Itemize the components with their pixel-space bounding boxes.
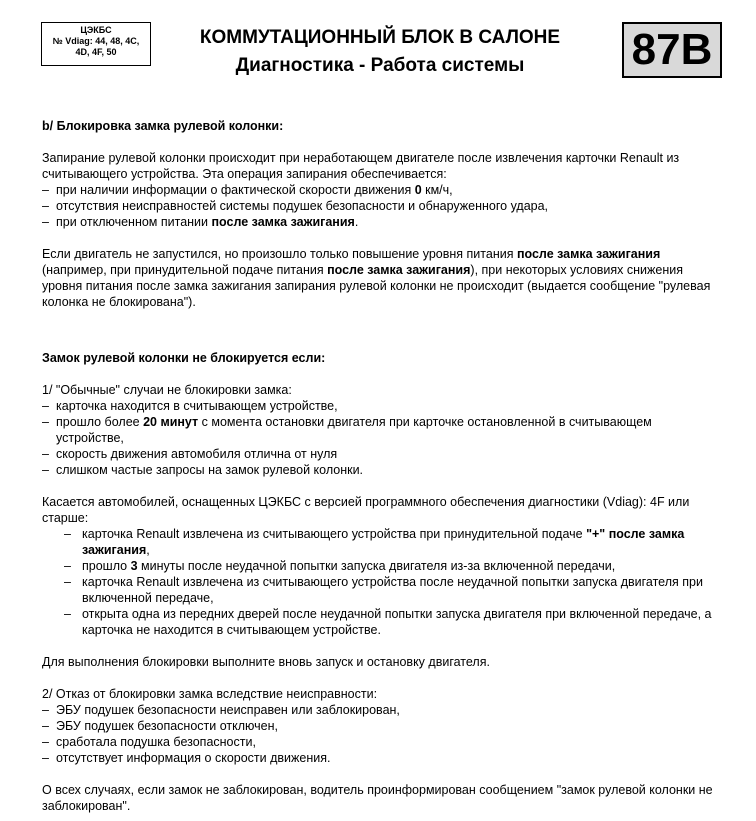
list-item: – карточка Renault извлечена из считывающего устройства при принудительной подаче "+" после замка зажигания, bbox=[42, 526, 722, 558]
list-item: – ЭБУ подушек безопасности отключен, bbox=[42, 718, 722, 734]
vehicle-applicability-box bbox=[41, 22, 151, 66]
title-line-2: Диагностика - Работа системы bbox=[235, 55, 525, 76]
engine-not-started-paragraph: Если двигатель не запустился, но произошло только повышение уровня питания после замка зажигания (например, при принудительной подаче питания после замка зажигания), при некоторых условиях снижения уровня питания после замка зажигания запирания рулевой колонки не происходит (выдается сообщение "рулевая колонка не блокирована"). bbox=[42, 247, 711, 309]
box-line: № Vdiag: 44, 48, 4C, bbox=[52, 36, 140, 46]
list-item: – при отключенном питании после замка зажигания. bbox=[42, 214, 722, 230]
list-item: – карточка Renault извлечена из считывающего устройства после неудачной попытки запуска двигателя при включенной передаче, bbox=[42, 574, 722, 606]
box-line: ЦЭКБС bbox=[80, 25, 112, 35]
page-title bbox=[160, 24, 600, 80]
restart-note: Для выполнения блокировки выполните вновь запуск и остановку двигателя. bbox=[42, 655, 490, 669]
list-item: – карточка находится в считывающем устройстве, bbox=[42, 398, 722, 414]
list-item: – при наличии информации о фактической скорости движения 0 км/ч, bbox=[42, 182, 722, 198]
list-item: – отсутствия неисправностей системы подушек безопасности и обнаруженного удара, bbox=[42, 198, 722, 214]
list-item: – открыта одна из передних дверей после неудачной попытки запуска двигателя при включенной передаче, а карточка не находится в считывающем устройстве. bbox=[42, 606, 722, 638]
box-line: 4D, 4F, 50 bbox=[75, 47, 117, 57]
list-item: – слишком частые запросы на замок рулевой колонки. bbox=[42, 462, 722, 478]
document-body bbox=[42, 118, 722, 814]
list-item: – прошло 3 минуты после неудачной попытки запуска двигателя из-за включенной передачи, bbox=[42, 558, 722, 574]
list-item: – ЭБУ подушек безопасности неисправен или заблокирован, bbox=[42, 702, 722, 718]
final-note: О всех случаях, если замок не заблокирован, водитель проинформирован сообщением "замок рулевой колонки не заблокирован". bbox=[42, 783, 713, 813]
vdiag-intro: Касается автомобилей, оснащенных ЦЭКБС с версией программного обеспечения диагностики (Vdiag): 4F или старше: bbox=[42, 495, 690, 525]
title-line-1: КОММУТАЦИОННЫЙ БЛОК В САЛОНЕ bbox=[199, 27, 561, 48]
list-item: – отсутствует информация о скорости движения. bbox=[42, 750, 722, 766]
case1-title: 1/ "Обычные" случаи не блокировки замка: bbox=[42, 383, 292, 397]
list-item: – прошло более 20 минут с момента остановки двигателя при карточке остановленной в считывающем устройстве, bbox=[42, 414, 722, 446]
section-number-badge: 87B bbox=[622, 22, 722, 78]
section-heading: b/ Блокировка замка рулевой колонки: bbox=[42, 119, 284, 133]
intro-paragraph: Запирание рулевой колонки происходит при неработающем двигателе после извлечения карточки Renault из считывающего устройства. Эта операция запирания обеспечивается: bbox=[42, 151, 680, 181]
subsection-heading: Замок рулевой колонки не блокируется если: bbox=[42, 351, 326, 365]
list-item: – скорость движения автомобиля отлична от нуля bbox=[42, 446, 722, 462]
case2-title: 2/ Отказ от блокировки замка вследствие неисправности: bbox=[42, 687, 378, 701]
list-item: – сработала подушка безопасности, bbox=[42, 734, 722, 750]
